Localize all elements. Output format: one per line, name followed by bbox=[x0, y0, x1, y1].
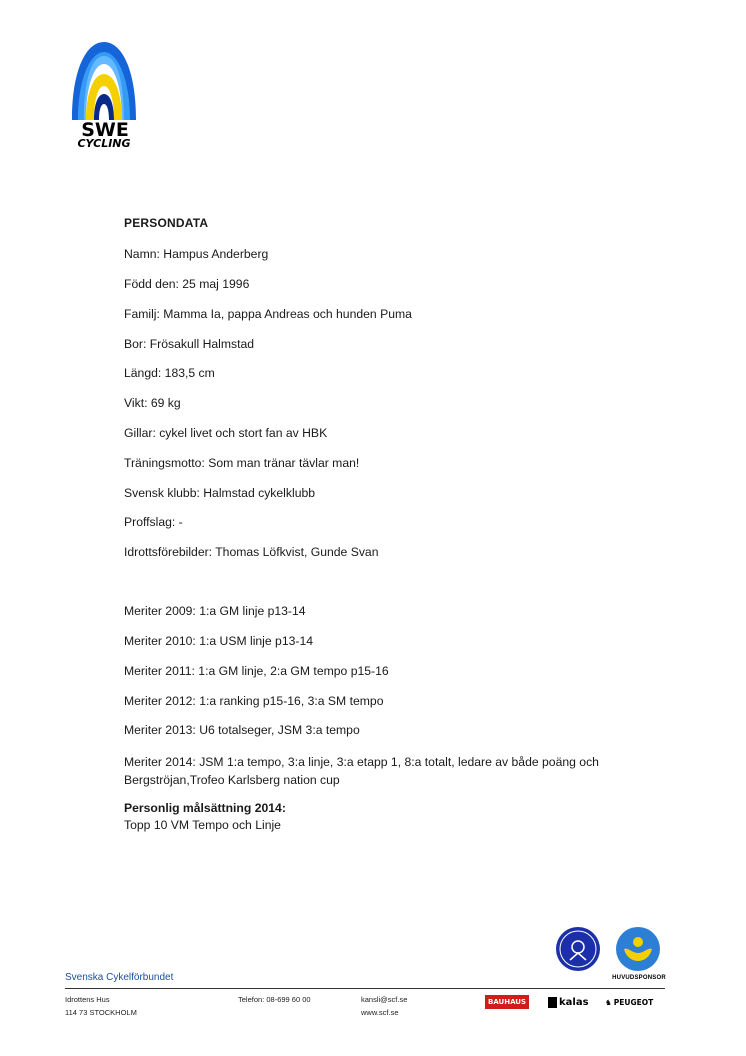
footer-phone: Telefon: 08-699 60 00 bbox=[238, 995, 311, 1004]
merit-2010: Meriter 2010: 1:a USM linje p13-14 bbox=[124, 634, 314, 648]
logo-wordmark-cycling: CYCLING bbox=[77, 137, 131, 150]
peugeot-lion-icon: ♞ bbox=[605, 997, 612, 1007]
person-club: Svensk klubb: Halmstad cykelklubb bbox=[124, 486, 316, 500]
footer-org-name: Svenska Cykelförbundet bbox=[65, 972, 174, 983]
person-name: Namn: Hampus Anderberg bbox=[124, 247, 269, 261]
merit-2014: Meriter 2014: JSM 1:a tempo, 3:a linje, 3:a etapp 1, 8:a totalt, ledare av både poäng och Bergströjan,Trofeo Karlsberg nation cup bbox=[124, 755, 599, 787]
sponsor-bauhaus-logo: BAUHAUS bbox=[485, 995, 529, 1009]
footer-website[interactable]: www.scf.se bbox=[361, 1008, 399, 1017]
footer-divider bbox=[65, 988, 665, 989]
arch-emblem-icon bbox=[68, 40, 140, 122]
sponsor-kalas-logo bbox=[548, 995, 589, 1009]
sponsor-kalas-text: kalas bbox=[559, 996, 589, 1008]
merit-2012: Meriter 2012: 1:a ranking p15-16, 3:a SM tempo bbox=[124, 694, 384, 708]
footer-email[interactable]: kansli@scf.se bbox=[361, 995, 408, 1004]
person-residence: Bor: Frösakull Halmstad bbox=[124, 337, 255, 351]
federation-seal-icon bbox=[555, 926, 601, 972]
person-height: Längd: 183,5 cm bbox=[124, 366, 215, 380]
person-weight: Vikt: 69 kg bbox=[124, 396, 181, 410]
person-training-motto: Träningsmotto: Som man tränar tävlar man! bbox=[124, 456, 360, 470]
footer-address-line2: 114 73 STOCKHOLM bbox=[65, 1008, 137, 1017]
section-heading: PERSONDATA bbox=[124, 216, 209, 230]
posten-sponsor-logo-icon bbox=[614, 925, 662, 973]
kalas-mark-icon bbox=[548, 997, 557, 1008]
person-likes: Gillar: cykel livet och stort fan av HBK bbox=[124, 426, 328, 440]
sponsor-peugeot-text: PEUGEOT bbox=[613, 997, 654, 1007]
merit-2013: Meriter 2013: U6 totalseger, JSM 3:a tempo bbox=[124, 723, 360, 737]
merit-2011: Meriter 2011: 1:a GM linje, 2:a GM tempo p15-16 bbox=[124, 664, 389, 678]
logo-wordmark-swe: SWE bbox=[81, 119, 129, 141]
person-birthdate: Född den: 25 maj 1996 bbox=[124, 277, 250, 291]
person-role-models: Idrottsförebilder: Thomas Löfkvist, Gunde Svan bbox=[124, 545, 379, 559]
sponsor-peugeot-logo bbox=[605, 995, 653, 1009]
merit-2009: Meriter 2009: 1:a GM linje p13-14 bbox=[124, 604, 306, 618]
footer-address-line1: Idrottens Hus bbox=[65, 995, 110, 1004]
main-sponsor-label: HUVUDSPONSOR bbox=[612, 975, 666, 981]
goal-title: Personlig målsättning 2014: bbox=[124, 801, 286, 815]
goal-text: Topp 10 VM Tempo och Linje bbox=[124, 818, 281, 832]
person-pro-team: Proffslag: - bbox=[124, 515, 183, 529]
person-family: Familj: Mamma Ia, pappa Andreas och hunden Puma bbox=[124, 307, 412, 321]
